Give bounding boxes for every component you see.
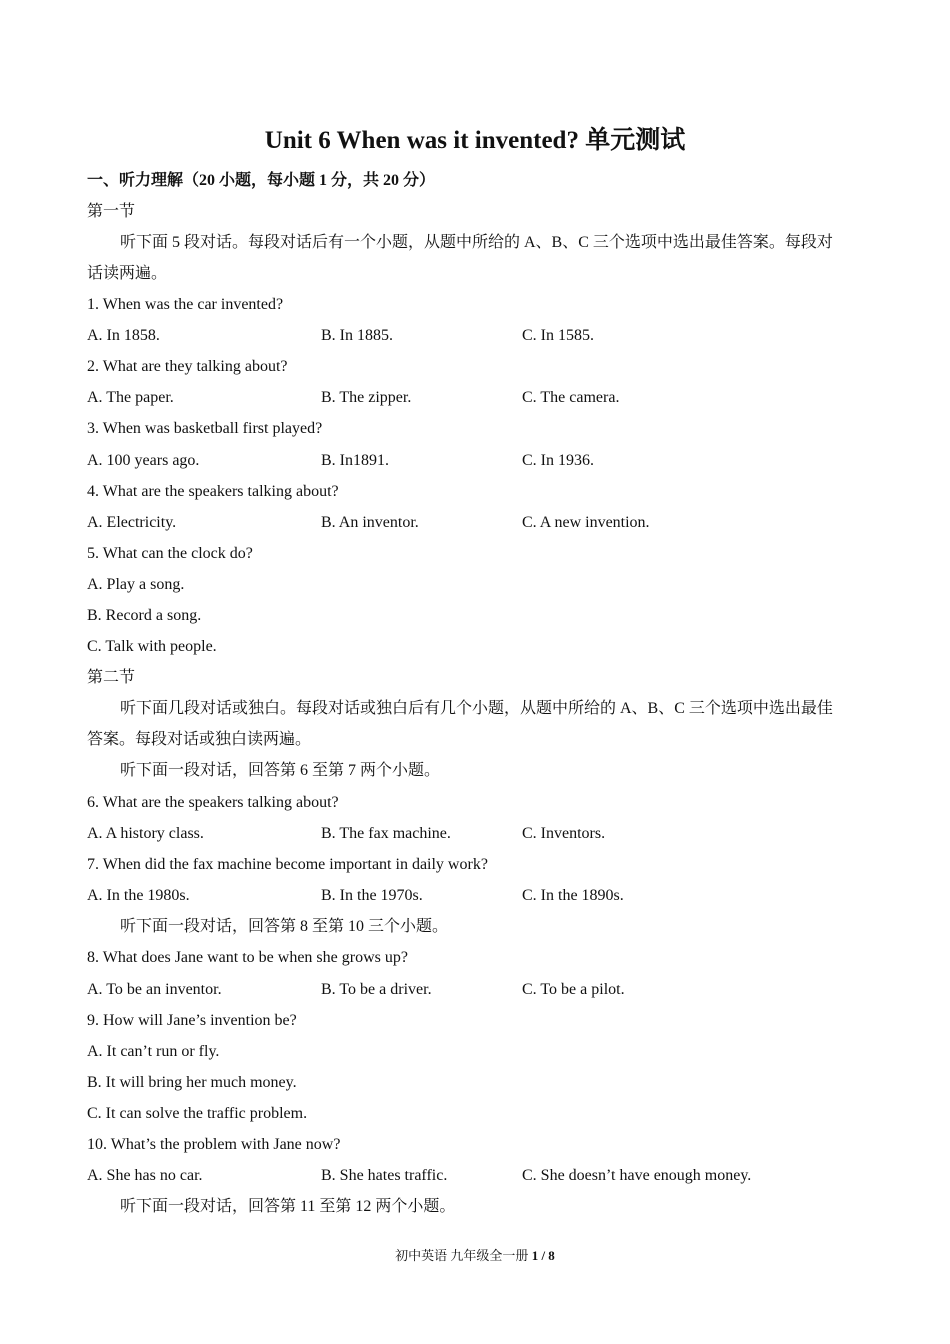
option-c: C. She doesn’t have enough money. — [522, 1167, 752, 1184]
option-c: C. The camera. — [522, 389, 620, 406]
question-stem: 3. When was basketball first played? — [87, 420, 323, 437]
option-c: C. In 1936. — [522, 452, 594, 469]
option-b: B. It will bring her much money. — [87, 1074, 297, 1091]
question-stem: 4. What are the speakers talking about? — [87, 483, 339, 500]
section2-instruction: 听下面几段对话或独白。每段对话或独白后有几个小题，从题中所给的 A、B、C 三个选项中选出最佳 — [120, 700, 833, 717]
option-a: A. In 1858. — [87, 327, 160, 344]
option-a: A. In the 1980s. — [87, 887, 190, 904]
question-stem: 8. What does Jane want to be when she grows up? — [87, 949, 408, 966]
footer-course: 初中英语 九年级全一册 — [395, 1248, 529, 1263]
option-c: C. Inventors. — [522, 825, 606, 842]
section2-instruction-cont: 答案。每段对话或独白读两遍。 — [87, 731, 312, 748]
option-a: A. The paper. — [87, 389, 174, 406]
question-stem: 5. What can the clock do? — [87, 545, 253, 562]
option-a: A. It can’t run or fly. — [87, 1043, 220, 1060]
option-b: B. The fax machine. — [321, 825, 451, 842]
option-b: B. In the 1970s. — [321, 887, 423, 904]
question-stem: 10. What’s the problem with Jane now? — [87, 1136, 341, 1153]
option-a: A. She has no car. — [87, 1167, 203, 1184]
option-c: C. It can solve the traffic problem. — [87, 1105, 308, 1122]
option-c: C. A new invention. — [522, 514, 650, 531]
option-c: C. In the 1890s. — [522, 887, 624, 904]
section1-label: 第一节 — [87, 203, 136, 220]
page-number: 1 / 8 — [531, 1248, 555, 1263]
dialogue-note: 听下面一段对话，回答第 6 至第 7 两个小题。 — [120, 762, 441, 779]
question-stem: 9. How will Jane’s invention be? — [87, 1012, 297, 1029]
option-b: B. To be a driver. — [321, 981, 432, 998]
option-b: B. An inventor. — [321, 514, 419, 531]
page-title: Unit 6 When was it invented? 单元测试 — [264, 127, 686, 154]
option-c: C. Talk with people. — [87, 638, 217, 655]
question-stem: 1. When was the car invented? — [87, 296, 284, 313]
option-a: A. A history class. — [87, 825, 204, 842]
option-b: B. She hates traffic. — [321, 1167, 448, 1184]
option-b: B. The zipper. — [321, 389, 412, 406]
option-c: C. In 1585. — [522, 327, 594, 344]
option-a: A. Electricity. — [87, 514, 177, 531]
section1-instruction: 听下面 5 段对话。每段对话后有一个小题，从题中所给的 A、B、C 三个选项中选出最佳答案。每段对 — [120, 234, 833, 251]
section2-label: 第二节 — [87, 669, 136, 686]
dialogue-note: 听下面一段对话，回答第 11 至第 12 两个小题。 — [120, 1198, 456, 1215]
question-stem: 2. What are they talking about? — [87, 358, 288, 375]
dialogue-note: 听下面一段对话，回答第 8 至第 10 三个小题。 — [120, 918, 449, 935]
option-a: A. 100 years ago. — [87, 452, 200, 469]
question-stem: 7. When did the fax machine become important in daily work? — [87, 856, 488, 873]
part1-heading: 一、听力理解（20 小题，每小题 1 分，共 20 分） — [87, 172, 436, 189]
option-b: B. In1891. — [321, 452, 389, 469]
option-a: A. Play a song. — [87, 576, 185, 593]
question-stem: 6. What are the speakers talking about? — [87, 794, 339, 811]
page-footer — [0, 1247, 950, 1265]
option-b: B. Record a song. — [87, 607, 202, 624]
option-a: A. To be an inventor. — [87, 981, 222, 998]
option-b: B. In 1885. — [321, 327, 393, 344]
section1-instruction-cont: 话读两遍。 — [87, 265, 168, 282]
option-c: C. To be a pilot. — [522, 981, 625, 998]
